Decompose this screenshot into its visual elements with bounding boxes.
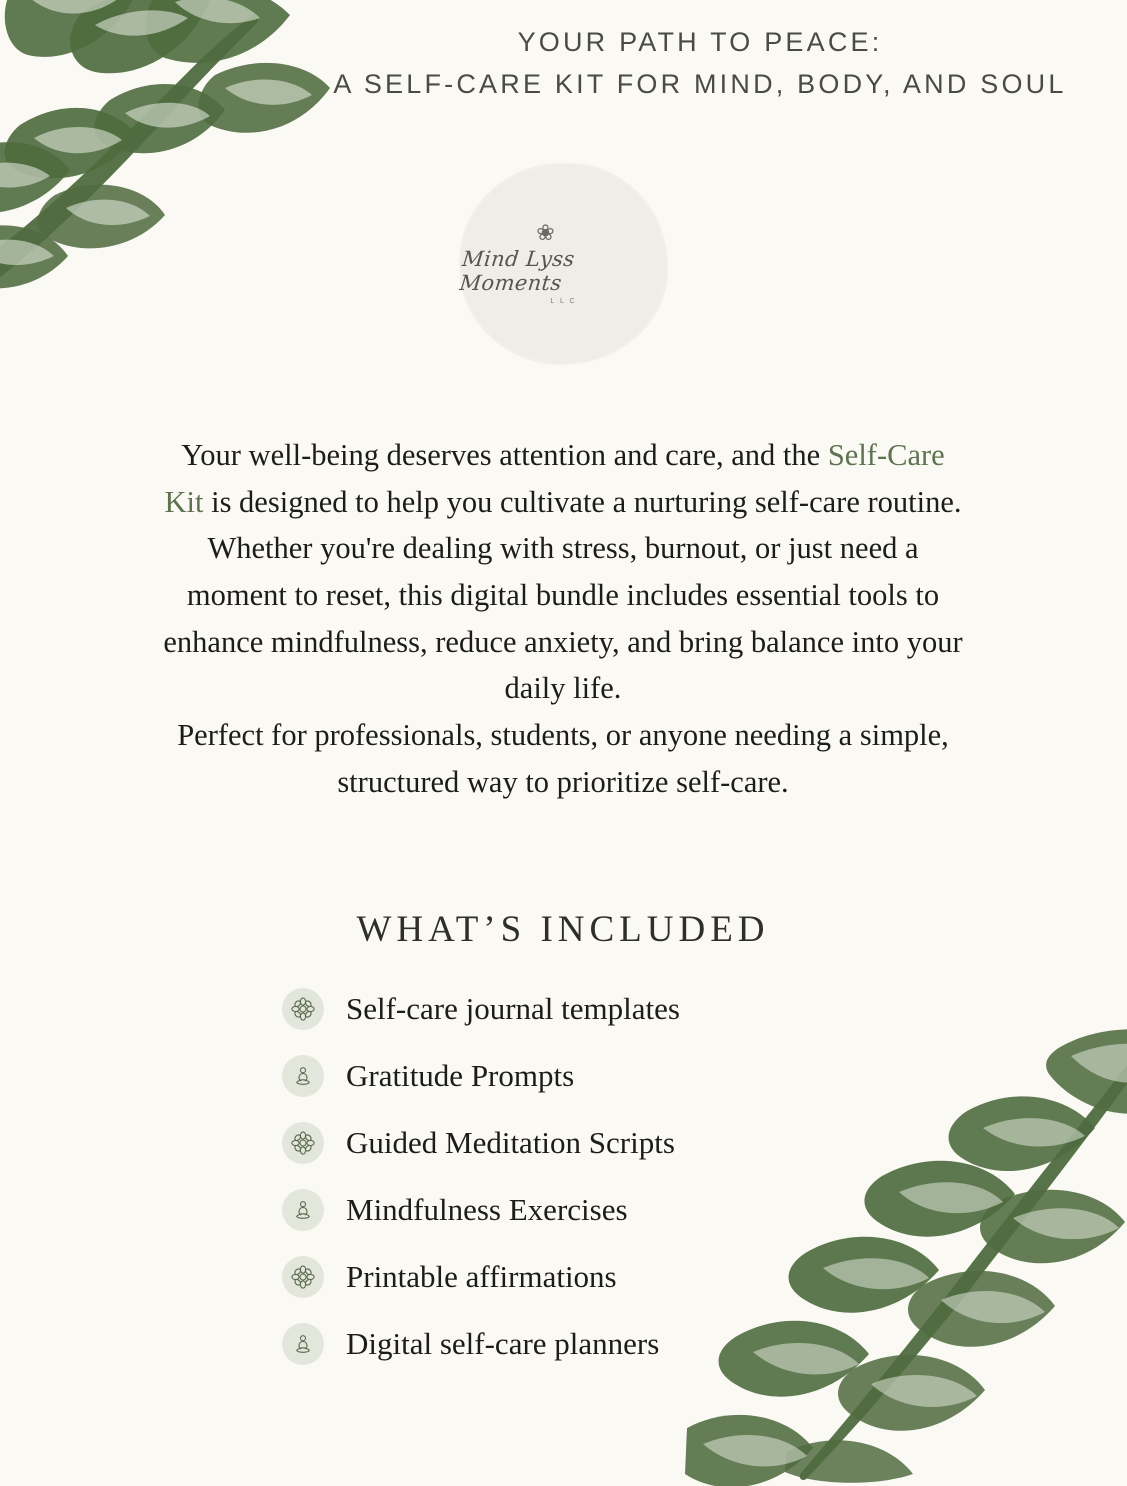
meditation-icon — [282, 1323, 324, 1365]
logo-badge — [458, 165, 666, 363]
list-item — [282, 1243, 882, 1310]
header-title-line-2: A SELF-CARE KIT FOR MIND, BODY, AND SOUL — [333, 68, 1067, 99]
leaf-sprig-icon: ❀ — [536, 221, 555, 246]
meditation-icon — [282, 1189, 324, 1231]
logo-brand-name: Mind Lyss Moments — [458, 247, 576, 295]
list-item-label: Guided Meditation Scripts — [346, 1125, 675, 1160]
logo-legal-suffix: L L C — [550, 298, 577, 305]
brand-logo — [0, 165, 1127, 363]
intro-copy — [163, 432, 963, 805]
flower-icon — [282, 1122, 324, 1164]
self-care-kit-highlight: Self-Care Kit — [164, 438, 945, 519]
list-item — [282, 1310, 882, 1377]
intro-paragraph-3: Perfect for professionals, students, or anyone needing a simple, structured way to prioritize self-care. — [177, 717, 949, 799]
intro-p1-after: is designed to help you cultivate a nurturing self-care routine. — [203, 484, 962, 519]
poster-header — [300, 22, 1100, 106]
header-title-line-1: YOUR PATH TO PEACE: — [517, 27, 883, 57]
list-item-label: Printable affirmations — [346, 1259, 617, 1294]
list-item — [282, 1109, 882, 1176]
list-item — [282, 1042, 882, 1109]
flower-icon — [282, 988, 324, 1030]
list-item-label: Digital self-care planners — [346, 1326, 660, 1361]
list-item-label: Self-care journal templates — [346, 991, 680, 1026]
intro-paragraph-2: Whether you're dealing with stress, burnout, or just need a moment to reset, this digital bundle includes essential tools to enhance mindfulness, reduce anxiety, and bring balance into your daily life. — [163, 531, 963, 706]
whats-included-heading: WHAT’S INCLUDED — [356, 909, 770, 950]
meditation-icon — [282, 1055, 324, 1097]
flower-icon — [282, 1256, 324, 1298]
list-item — [282, 1176, 882, 1243]
intro-p1-before: Your well-being deserves attention and care, and the — [181, 438, 828, 472]
intro-paragraph-1 — [163, 432, 963, 525]
included-items-list — [282, 975, 882, 1377]
list-item-label: Mindfulness Exercises — [346, 1192, 628, 1227]
list-item-label: Gratitude Prompts — [346, 1058, 575, 1093]
list-item — [282, 975, 882, 1042]
